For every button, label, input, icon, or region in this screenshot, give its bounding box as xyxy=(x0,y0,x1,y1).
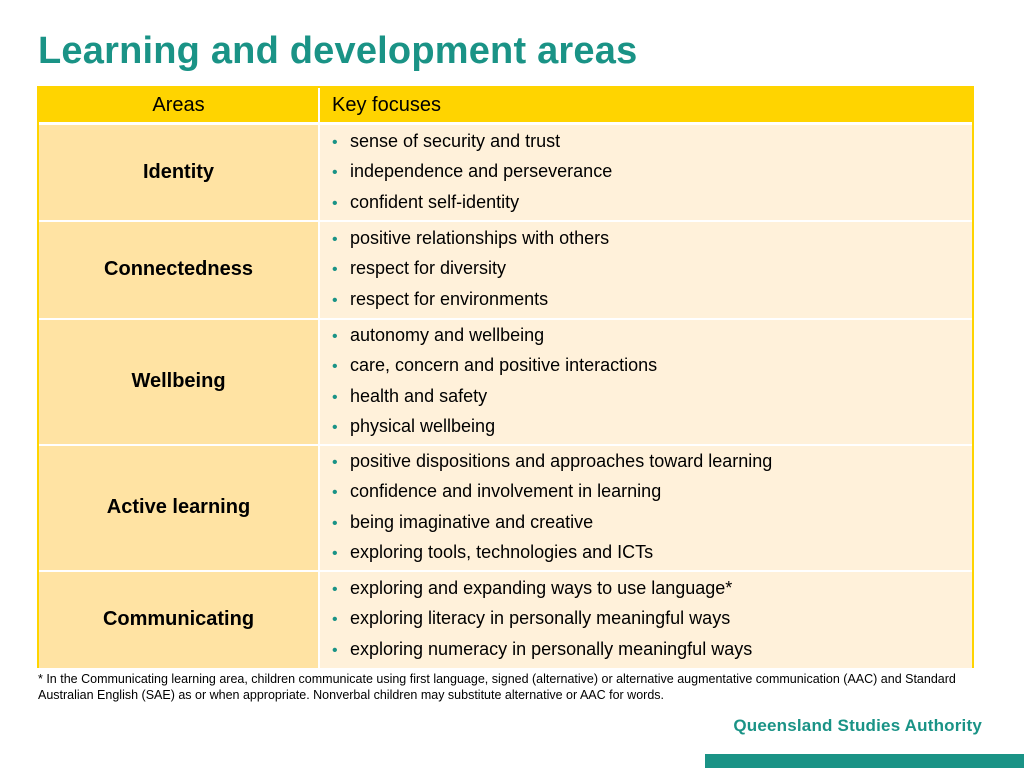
area-cell: Wellbeing xyxy=(39,319,319,445)
focus-cell xyxy=(319,571,972,668)
bullet-icon: • xyxy=(332,388,338,406)
bullet-icon: • xyxy=(332,194,338,212)
list-item: • positive relationships with others xyxy=(332,224,972,255)
focus-list xyxy=(320,127,972,219)
list-item: • autonomy and wellbeing xyxy=(332,321,972,352)
bullet-icon: • xyxy=(332,641,338,659)
focus-cell xyxy=(319,319,972,445)
focus-list xyxy=(320,224,972,316)
bullet-icon: • xyxy=(332,261,338,279)
list-item: • exploring numeracy in personally meaningful ways xyxy=(332,635,972,666)
bullet-icon: • xyxy=(332,291,338,309)
bullet-icon: • xyxy=(332,514,338,532)
header-key-focuses: Key focuses xyxy=(319,88,972,124)
list-item: • confidence and involvement in learning xyxy=(332,477,972,508)
bullet-icon: • xyxy=(332,327,338,345)
list-item: • exploring and expanding ways to use language* xyxy=(332,574,972,605)
focus-list xyxy=(320,574,972,666)
list-item: • care, concern and positive interactions xyxy=(332,351,972,382)
bullet-icon: • xyxy=(332,545,338,562)
bullet-icon: • xyxy=(332,453,338,471)
list-item: • exploring literacy in personally meaningful ways xyxy=(332,604,972,635)
list-item: • respect for environments xyxy=(332,285,972,316)
list-item: • respect for diversity xyxy=(332,254,972,285)
focus-cell xyxy=(319,221,972,319)
area-cell: Communicating xyxy=(39,571,319,668)
focus-list xyxy=(320,321,972,443)
list-item: • exploring tools, technologies and ICTs xyxy=(332,538,972,569)
bullet-icon: • xyxy=(332,133,338,151)
table-row xyxy=(39,445,972,571)
list-item: • positive dispositions and approaches toward learning xyxy=(332,447,972,478)
focus-list xyxy=(320,447,972,569)
list-item: • sense of security and trust xyxy=(332,127,972,158)
learning-areas-table xyxy=(37,86,974,668)
list-item: • physical wellbeing xyxy=(332,412,972,443)
table-header-row xyxy=(39,88,972,124)
list-item: • health and safety xyxy=(332,382,972,413)
footnote: * In the Communicating learning area, children communicate using first language, signed (alternative) or alternative augmentative communication (AAC) and Standard Australian English (SAE) as or when appropriate. Nonverbal children may substitute alternative or AAC for words. xyxy=(38,672,956,702)
bullet-icon: • xyxy=(332,358,338,375)
table-row xyxy=(39,221,972,319)
focus-cell xyxy=(319,124,972,221)
brand-logo-text: Queensland Studies Authority xyxy=(733,716,982,735)
table-row xyxy=(39,124,972,221)
area-cell: Identity xyxy=(39,124,319,221)
table-row xyxy=(39,571,972,668)
table-row xyxy=(39,319,972,445)
bullet-icon: • xyxy=(332,580,338,598)
list-item: • confident self-identity xyxy=(332,188,972,219)
bullet-icon: • xyxy=(332,164,338,181)
accent-bar xyxy=(705,754,1024,768)
page-title: Learning and development areas xyxy=(38,30,638,72)
bullet-icon: • xyxy=(332,484,338,501)
bullet-icon: • xyxy=(332,419,338,436)
focus-cell xyxy=(319,445,972,571)
bullet-icon: • xyxy=(332,230,338,248)
area-cell: Active learning xyxy=(39,445,319,571)
area-cell: Connectedness xyxy=(39,221,319,319)
list-item: • independence and perseverance xyxy=(332,157,972,188)
list-item: • being imaginative and creative xyxy=(332,508,972,539)
header-areas: Areas xyxy=(39,88,319,124)
bullet-icon: • xyxy=(332,611,338,629)
